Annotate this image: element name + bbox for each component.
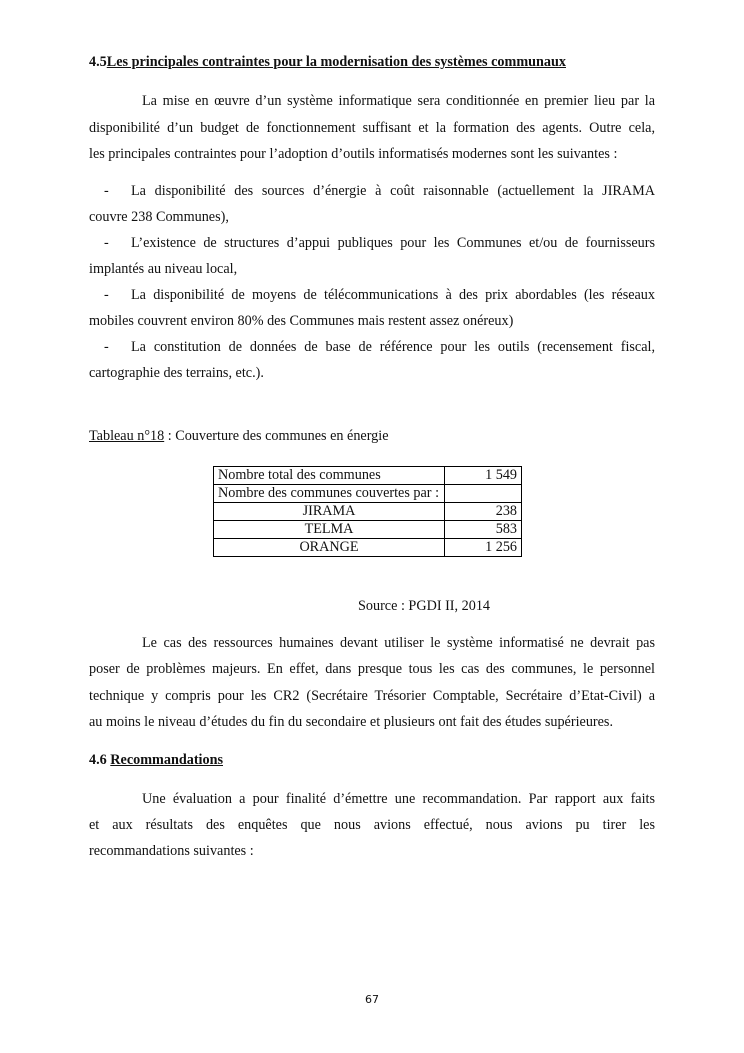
table-caption <box>89 428 389 445</box>
section-title: Les principales contraintes pour la modernisation des systèmes communaux <box>106 54 566 70</box>
paragraph-line: Une évaluation a pour finalité d’émettre une recommandation. Par rapport aux faits <box>142 791 655 807</box>
bullet-item: L’existence de structures d’appui publiques pour les Communes et/ou de fournisseurs <box>131 235 655 251</box>
paragraph-line: les principales contraintes pour l’adoption d’outils informatisés modernes sont les suivantes : <box>89 146 618 162</box>
paragraph-line: recommandations suivantes : <box>89 843 254 859</box>
bullet-item: La constitution de données de base de référence pour les outils (recensement fiscal, <box>131 339 655 355</box>
table-row <box>214 539 522 557</box>
page-number: 67 <box>365 993 379 1006</box>
table-cell-value: 1 256 <box>445 539 522 557</box>
paragraph-line: technique y compris pour les CR2 (Secrétaire Trésorier Comptable, Secrétaire d’Etat-Civil) a <box>89 688 655 704</box>
table-row <box>214 521 522 539</box>
table-cell-empty <box>445 485 522 503</box>
table-row <box>214 467 522 485</box>
paragraph-line: Le cas des ressources humaines devant utiliser le système informatisé ne devrait pas <box>142 635 655 651</box>
table-caption-label: Tableau n°18 <box>89 428 165 444</box>
table-caption-text: : Couverture des communes en énergie <box>164 428 389 444</box>
energy-coverage-table <box>213 466 522 557</box>
paragraph-line: disponibilité d’un budget de fonctionnement suffisant et la formation des agents. Outre cela, <box>89 120 655 136</box>
section-heading-4-6 <box>89 752 223 769</box>
bullet-item: La disponibilité de moyens de télécommunications à des prix abordables (les réseaux <box>131 287 655 303</box>
section-number: 4.5 <box>89 54 107 70</box>
bullet-continuation: couvre 238 Communes), <box>89 209 229 225</box>
table-source: Source : PGDI II, 2014 <box>358 598 491 614</box>
table-cell-value: 1 549 <box>445 467 522 485</box>
bullet-marker: - <box>104 235 109 251</box>
bullet-marker: - <box>104 287 109 303</box>
paragraph-line: La mise en œuvre d’un système informatique sera conditionnée en premier lieu par la <box>142 93 655 109</box>
paragraph-line: au moins le niveau d’études du fin du secondaire et plusieurs ont fait des études supérieures. <box>89 714 614 730</box>
section-title: Recommandations <box>110 752 223 768</box>
bullet-continuation: mobiles couvrent environ 80% des Communes mais restent assez onéreux) <box>89 313 514 329</box>
bullet-marker: - <box>104 183 109 199</box>
section-number: 4.6 <box>89 752 111 768</box>
bullet-continuation: cartographie des terrains, etc.). <box>89 365 264 381</box>
table-cell-provider: JIRAMA <box>214 503 445 521</box>
table-cell-label: Nombre total des communes <box>214 467 445 485</box>
paragraph-line: et aux résultats des enquêtes que nous avions effectué, nous avions pu tirer les <box>89 817 655 833</box>
table-cell-value: 238 <box>445 503 522 521</box>
table-row <box>214 503 522 521</box>
table-cell-label: Nombre des communes couvertes par : <box>214 485 445 503</box>
bullet-marker: - <box>104 339 109 355</box>
paragraph-line: poser de problèmes majeurs. En effet, dans presque tous les cas des communes, le personnel <box>89 661 655 677</box>
bullet-item: La disponibilité des sources d’énergie à coût raisonnable (actuellement la JIRAMA <box>131 183 655 199</box>
bullet-continuation: implantés au niveau local, <box>89 261 238 277</box>
table-cell-value: 583 <box>445 521 522 539</box>
section-heading-4-5 <box>89 54 566 71</box>
table-cell-provider: ORANGE <box>214 539 445 557</box>
table-row <box>214 485 522 503</box>
table-cell-provider: TELMA <box>214 521 445 539</box>
